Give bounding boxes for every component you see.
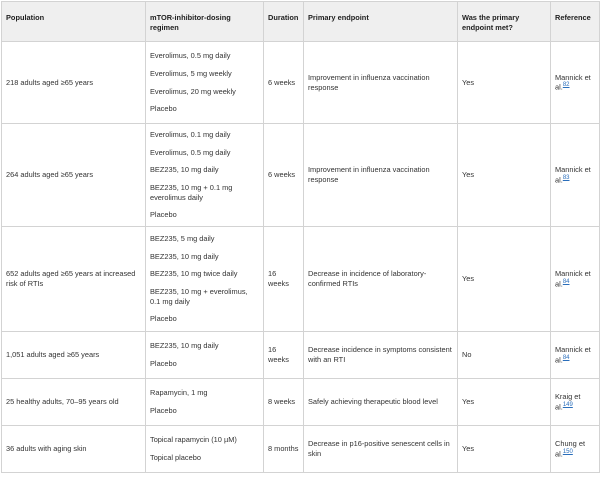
duration-cell: 8 months: [264, 426, 304, 473]
regimen-item: BEZ235, 5 mg daily: [150, 234, 215, 244]
header-regimen: mTOR-inhibitor-dosing regimen: [146, 2, 264, 42]
reference-text: Mannick et al.: [555, 165, 591, 185]
endpoint-met-cell: Yes: [458, 42, 551, 124]
endpoint-met-cell: Yes: [458, 227, 551, 332]
endpoint-cell: Improvement in influenza vaccination response: [304, 42, 458, 124]
reference-cell: [551, 124, 600, 227]
population-cell: 264 adults aged ≥65 years: [2, 124, 146, 227]
duration-cell: 16 weeks: [264, 227, 304, 332]
regimen-cell: [146, 426, 264, 473]
table-row: [2, 42, 600, 124]
regimen-cell: [146, 124, 264, 227]
reference-link[interactable]: 83: [562, 174, 570, 181]
table-row: [2, 227, 600, 332]
population-cell: 25 healthy adults, 70–95 years old: [2, 379, 146, 426]
reference-text: Chung et al.: [555, 439, 585, 459]
table-row: [2, 124, 600, 227]
duration-cell: 6 weeks: [264, 42, 304, 124]
regimen-item: Placebo: [150, 314, 177, 324]
reference-link[interactable]: 84: [562, 278, 570, 285]
population-cell: 1,051 adults aged ≥65 years: [2, 332, 146, 379]
regimen-item: Everolimus, 0.5 mg daily: [150, 147, 231, 157]
header-row: [2, 2, 600, 42]
regimen-item: Placebo: [150, 104, 177, 114]
regimen-item: BEZ235, 10 mg daily: [150, 251, 219, 261]
reference-cell: [551, 227, 600, 332]
reference-text: Kraig et al.: [555, 392, 581, 412]
reference-cell: [551, 426, 600, 473]
duration-cell: 8 weeks: [264, 379, 304, 426]
table-row: [2, 426, 600, 473]
header-duration: Duration: [264, 2, 304, 42]
reference-link[interactable]: 149: [562, 401, 573, 408]
table-row: [2, 379, 600, 426]
trials-table: [1, 1, 600, 473]
header-endpoint-met: Was the primary endpoint met?: [458, 2, 551, 42]
endpoint-met-cell: No: [458, 332, 551, 379]
regimen-item: BEZ235, 10 mg + 0.1 mg everolimus daily: [150, 183, 233, 202]
reference-link[interactable]: 84: [562, 354, 570, 361]
regimen-item: Placebo: [150, 210, 177, 220]
regimen-item: Everolimus, 0.5 mg daily: [150, 51, 231, 61]
reference-cell: [551, 42, 600, 124]
regimen-item: BEZ235, 10 mg daily: [150, 165, 219, 175]
reference-text: Mannick et al.: [555, 72, 591, 92]
duration-cell: 6 weeks: [264, 124, 304, 227]
regimen-cell: [146, 227, 264, 332]
regimen-item: Everolimus, 0.1 mg daily: [150, 130, 231, 140]
reference-cell: [551, 332, 600, 379]
regimen-item: Topical rapamycin (10 µM): [150, 435, 237, 445]
population-cell: 36 adults with aging skin: [2, 426, 146, 473]
population-cell: 218 adults aged ≥65 years: [2, 42, 146, 124]
endpoint-cell: Safely achieving therapeutic blood level: [304, 379, 458, 426]
reference-cell: [551, 379, 600, 426]
duration-cell: 16 weeks: [264, 332, 304, 379]
reference-text: Mannick et al.: [555, 269, 591, 289]
regimen-item: Topical placebo: [150, 453, 201, 462]
endpoint-cell: Decrease in incidence of laboratory-confirmed RTIs: [304, 227, 458, 332]
regimen-cell: [146, 332, 264, 379]
regimen-cell: [146, 379, 264, 426]
regimen-item: BEZ235, 10 mg daily: [150, 341, 219, 351]
regimen-item: Everolimus, 5 mg weekly: [150, 68, 232, 78]
endpoint-cell: Improvement in influenza vaccination response: [304, 124, 458, 227]
regimen-item: Placebo: [150, 406, 177, 415]
reference-link[interactable]: 150: [562, 448, 573, 455]
regimen-item: Everolimus, 20 mg weekly: [150, 86, 236, 96]
regimen-cell: [146, 42, 264, 124]
endpoint-met-cell: Yes: [458, 124, 551, 227]
endpoint-cell: Decrease incidence in symptoms consistent with an RTI: [304, 332, 458, 379]
population-cell: 652 adults aged ≥65 years at increased risk of RTIs: [2, 227, 146, 332]
regimen-item: Placebo: [150, 359, 177, 368]
endpoint-met-cell: Yes: [458, 426, 551, 473]
header-endpoint: Primary endpoint: [304, 2, 458, 42]
endpoint-met-cell: Yes: [458, 379, 551, 426]
endpoint-cell: Decrease in p16-positive senescent cells in skin: [304, 426, 458, 473]
header-population: Population: [2, 2, 146, 42]
header-reference: Reference: [551, 2, 600, 42]
table-row: [2, 332, 600, 379]
regimen-item: Rapamycin, 1 mg: [150, 388, 208, 398]
reference-link[interactable]: 82: [562, 82, 570, 89]
regimen-item: BEZ235, 10 mg + everolimus, 0.1 mg daily: [150, 287, 248, 306]
reference-text: Mannick et al.: [555, 345, 591, 365]
regimen-item: BEZ235, 10 mg twice daily: [150, 269, 238, 279]
